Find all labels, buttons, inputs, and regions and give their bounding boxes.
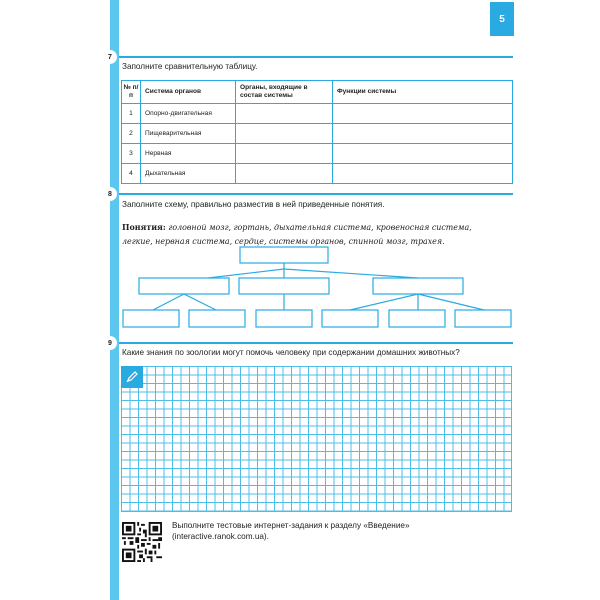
row-organs-cell[interactable] xyxy=(236,164,333,184)
concepts-label: Понятия: xyxy=(122,223,166,232)
table-header-row xyxy=(122,81,513,104)
scheme-box-bottom[interactable] xyxy=(189,310,245,327)
table-row xyxy=(122,124,513,144)
online-tasks-link[interactable]: (interactive.ranok.com.ua). xyxy=(172,531,269,541)
answer-grid[interactable] xyxy=(121,366,512,512)
task-number-8: 8 xyxy=(103,187,117,201)
scheme-box-top[interactable] xyxy=(240,247,328,263)
header-system: Система органов xyxy=(141,81,236,104)
row-number: 3 xyxy=(122,144,141,164)
scheme-box-bottom[interactable] xyxy=(455,310,511,327)
scheme-box-bottom[interactable] xyxy=(322,310,378,327)
header-number: № п/п xyxy=(122,81,141,104)
task-9-question: Какие знания по зоологии могут помочь человеку при содержании домашних животных? xyxy=(122,348,460,357)
scheme-box-mid-center[interactable] xyxy=(239,278,329,294)
header-organs: Органы, входящие в состав системы xyxy=(236,81,333,104)
row-number: 2 xyxy=(122,124,141,144)
concepts-line-1: головной мозг, гортань, дыхательная система, кровеносная система, xyxy=(168,223,472,232)
online-tasks-line-1: Выполните тестовые интернет-задания к разделу «Введение» xyxy=(172,521,410,530)
concepts-line-2: легкие, нервная система, сердце, системы органов, спинной мозг, трахея. xyxy=(122,237,445,246)
row-functions-cell[interactable] xyxy=(333,124,513,144)
task-9-divider xyxy=(119,342,513,344)
scheme-box-bottom[interactable] xyxy=(256,310,312,327)
row-number: 1 xyxy=(122,104,141,124)
task-7-divider xyxy=(119,56,513,58)
concept-scheme xyxy=(118,243,518,333)
table-row xyxy=(122,104,513,124)
table-row xyxy=(122,164,513,184)
pen-icon xyxy=(121,366,143,388)
page-number: 5 xyxy=(490,2,514,36)
qr-code-icon[interactable] xyxy=(122,522,162,562)
scheme-box-mid-left[interactable] xyxy=(139,278,229,294)
row-organs-cell[interactable] xyxy=(236,144,333,164)
row-system: Пищеварительная xyxy=(141,124,236,144)
comparison-table xyxy=(121,80,513,184)
row-organs-cell[interactable] xyxy=(236,124,333,144)
task-8-instruction: Заполните схему, правильно разместив в ней приведенные понятия. xyxy=(122,200,385,209)
row-number: 4 xyxy=(122,164,141,184)
row-organs-cell[interactable] xyxy=(236,104,333,124)
row-functions-cell[interactable] xyxy=(333,144,513,164)
task-7-instruction: Заполните сравнительную таблицу. xyxy=(122,62,258,71)
table-row xyxy=(122,144,513,164)
online-tasks-note xyxy=(172,521,410,542)
row-system: Дыхательная xyxy=(141,164,236,184)
row-functions-cell[interactable] xyxy=(333,104,513,124)
row-functions-cell[interactable] xyxy=(333,164,513,184)
task-number-7: 7 xyxy=(103,50,117,64)
row-system: Нервная xyxy=(141,144,236,164)
scheme-box-mid-right[interactable] xyxy=(373,278,463,294)
scheme-box-bottom[interactable] xyxy=(389,310,445,327)
header-functions: Функции системы xyxy=(333,81,513,104)
task-number-9: 9 xyxy=(103,336,117,350)
task-8-divider xyxy=(119,193,513,195)
row-system: Опорно-двигательная xyxy=(141,104,236,124)
scheme-box-bottom[interactable] xyxy=(123,310,179,327)
